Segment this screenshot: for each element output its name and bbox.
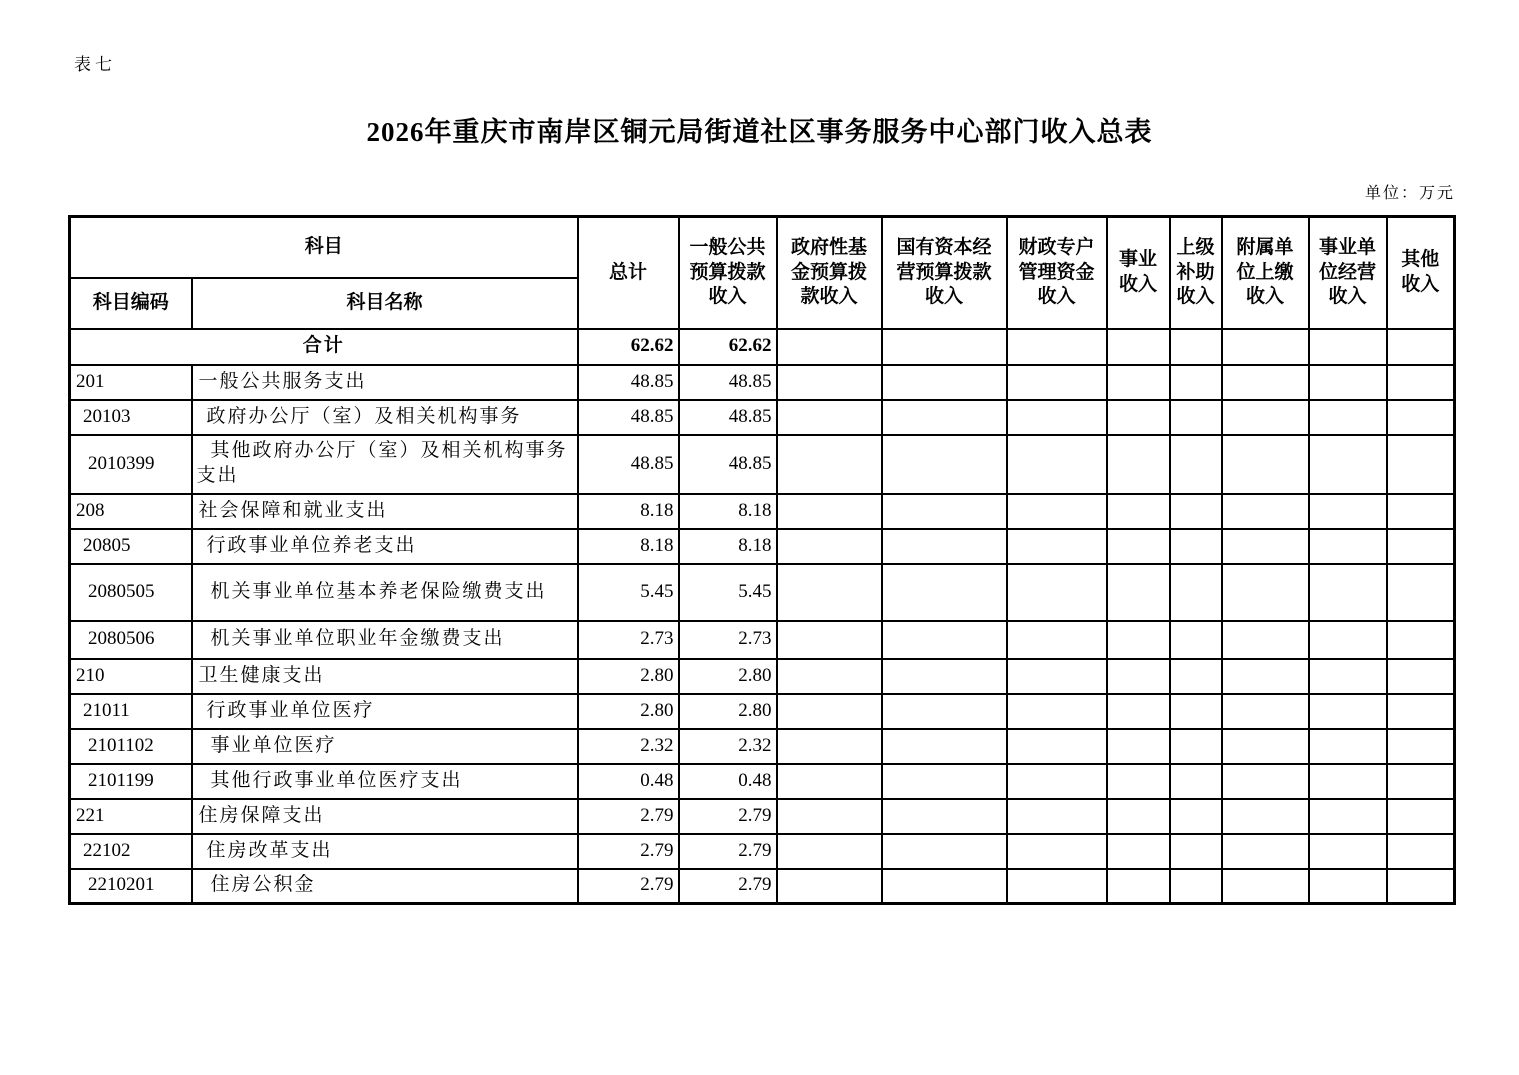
value-cell [1170, 659, 1222, 694]
table-row [70, 694, 1455, 729]
value-cell [1170, 834, 1222, 869]
value-cell [1222, 365, 1309, 400]
value-cell: 2.73 [578, 621, 679, 659]
income-summary-table [68, 215, 1456, 905]
header-col-total: 总计 [578, 217, 679, 329]
value-cell [1007, 834, 1107, 869]
value-cell [1309, 834, 1387, 869]
header-col-affiliate-remit: 附属单位上缴收入 [1222, 217, 1309, 329]
value-cell [1170, 764, 1222, 799]
value-cell [1107, 564, 1170, 621]
value-cell [1309, 799, 1387, 834]
value-cell: 8.18 [679, 494, 777, 529]
value-cell: 5.45 [578, 564, 679, 621]
subject-name-cell: 行政事业单位医疗 [192, 694, 578, 729]
subject-name-cell: 政府办公厅（室）及相关机构事务 [192, 400, 578, 435]
value-cell: 2.80 [679, 694, 777, 729]
value-cell [1107, 529, 1170, 564]
value-cell [1387, 799, 1455, 834]
total-row [70, 329, 1455, 365]
value-cell [1222, 529, 1309, 564]
value-cell [1387, 329, 1455, 365]
value-cell [882, 494, 1007, 529]
table-row [70, 869, 1455, 904]
table-row [70, 764, 1455, 799]
value-cell [1222, 435, 1309, 494]
value-cell: 48.85 [679, 400, 777, 435]
value-cell [1387, 869, 1455, 904]
value-cell: 2.80 [578, 659, 679, 694]
value-cell [1107, 435, 1170, 494]
subject-code-cell: 2101199 [70, 764, 192, 799]
value-cell: 2.73 [679, 621, 777, 659]
value-cell [777, 869, 882, 904]
value-cell [1107, 329, 1170, 365]
subject-code-cell: 20103 [70, 400, 192, 435]
value-cell [1222, 659, 1309, 694]
header-col-gov-fund: 政府性基金预算拨款收入 [777, 217, 882, 329]
value-cell [1107, 729, 1170, 764]
header-subject-code: 科目编码 [70, 278, 192, 329]
table-row [70, 529, 1455, 564]
value-cell [882, 435, 1007, 494]
value-cell [1222, 694, 1309, 729]
value-cell: 48.85 [578, 365, 679, 400]
value-cell [1007, 529, 1107, 564]
value-cell [1170, 529, 1222, 564]
value-cell [1007, 869, 1107, 904]
value-cell: 48.85 [578, 400, 679, 435]
value-cell [1222, 400, 1309, 435]
subject-name-cell: 一般公共服务支出 [192, 365, 578, 400]
value-cell [1007, 494, 1107, 529]
value-cell [1107, 694, 1170, 729]
value-cell [1222, 329, 1309, 365]
value-cell [1387, 435, 1455, 494]
value-cell [1309, 869, 1387, 904]
value-cell [1170, 564, 1222, 621]
value-cell [882, 529, 1007, 564]
value-cell [1007, 435, 1107, 494]
value-cell: 48.85 [679, 435, 777, 494]
subject-code-cell: 2080505 [70, 564, 192, 621]
value-cell [1387, 564, 1455, 621]
value-cell [1007, 621, 1107, 659]
value-cell [1222, 729, 1309, 764]
value-cell [1007, 729, 1107, 764]
value-cell [1309, 529, 1387, 564]
table-row [70, 729, 1455, 764]
value-cell [1387, 729, 1455, 764]
value-cell: 62.62 [679, 329, 777, 365]
subject-code-cell: 20805 [70, 529, 192, 564]
value-cell: 2.32 [679, 729, 777, 764]
value-cell [1309, 494, 1387, 529]
table-row [70, 494, 1455, 529]
value-cell [1170, 435, 1222, 494]
value-cell: 8.18 [578, 494, 679, 529]
subject-name-cell: 住房公积金 [192, 869, 578, 904]
value-cell [777, 621, 882, 659]
subject-name-cell: 机关事业单位职业年金缴费支出 [192, 621, 578, 659]
value-cell [1107, 799, 1170, 834]
value-cell: 5.45 [679, 564, 777, 621]
value-cell [1309, 400, 1387, 435]
value-cell [777, 694, 882, 729]
subject-code-cell: 208 [70, 494, 192, 529]
table-row [70, 435, 1455, 494]
value-cell [882, 564, 1007, 621]
value-cell [1170, 729, 1222, 764]
header-col-state-capital: 国有资本经营预算拨款收入 [882, 217, 1007, 329]
value-cell [777, 329, 882, 365]
value-cell [777, 529, 882, 564]
value-cell: 2.32 [578, 729, 679, 764]
value-cell: 0.48 [578, 764, 679, 799]
value-cell [1387, 694, 1455, 729]
header-subject: 科目 [70, 217, 578, 278]
value-cell [1387, 365, 1455, 400]
header-subject-name: 科目名称 [192, 278, 578, 329]
value-cell [777, 564, 882, 621]
value-cell: 0.48 [679, 764, 777, 799]
value-cell: 8.18 [578, 529, 679, 564]
header-col-business-income: 事业收入 [1107, 217, 1170, 329]
value-cell [1007, 365, 1107, 400]
value-cell [1309, 694, 1387, 729]
value-cell [1170, 400, 1222, 435]
value-cell [1107, 834, 1170, 869]
value-cell [1387, 834, 1455, 869]
header-row-1 [70, 217, 1455, 278]
value-cell [1222, 834, 1309, 869]
table-row [70, 659, 1455, 694]
unit-note: 单位：万元 [1364, 185, 1455, 202]
value-cell [1309, 435, 1387, 494]
value-cell [777, 764, 882, 799]
value-cell [777, 799, 882, 834]
value-cell [1007, 659, 1107, 694]
subject-code-cell: 21011 [70, 694, 192, 729]
subject-name-cell: 住房改革支出 [192, 834, 578, 869]
value-cell [1170, 799, 1222, 834]
total-label-cell: 合计 [70, 329, 578, 365]
subject-name-cell: 其他行政事业单位医疗支出 [192, 764, 578, 799]
value-cell [1170, 869, 1222, 904]
value-cell [1222, 494, 1309, 529]
table-row [70, 365, 1455, 400]
subject-code-cell: 2080506 [70, 621, 192, 659]
value-cell [1309, 659, 1387, 694]
table-row [70, 799, 1455, 834]
value-cell [882, 365, 1007, 400]
value-cell [1007, 329, 1107, 365]
header-col-fiscal-account: 财政专户管理资金收入 [1007, 217, 1107, 329]
value-cell [1107, 869, 1170, 904]
value-cell [777, 834, 882, 869]
value-cell [1007, 764, 1107, 799]
value-cell [1222, 869, 1309, 904]
header-col-operating-income: 事业单位经营收入 [1309, 217, 1387, 329]
value-cell [882, 869, 1007, 904]
subject-code-cell: 2101102 [70, 729, 192, 764]
header-col-general-budget: 一般公共预算拨款收入 [679, 217, 777, 329]
subject-code-cell: 2010399 [70, 435, 192, 494]
header-col-superior-subsidy: 上级补助收入 [1170, 217, 1222, 329]
value-cell: 2.79 [679, 799, 777, 834]
subject-name-cell: 事业单位医疗 [192, 729, 578, 764]
value-cell [777, 659, 882, 694]
subject-name-cell: 行政事业单位养老支出 [192, 529, 578, 564]
value-cell [777, 435, 882, 494]
value-cell [1387, 764, 1455, 799]
value-cell [1222, 764, 1309, 799]
value-cell [1309, 729, 1387, 764]
value-cell [882, 659, 1007, 694]
value-cell [1107, 365, 1170, 400]
subject-code-cell: 210 [70, 659, 192, 694]
value-cell [882, 329, 1007, 365]
value-cell: 2.79 [679, 834, 777, 869]
value-cell [882, 764, 1007, 799]
subject-code-cell: 22102 [70, 834, 192, 869]
table-row [70, 834, 1455, 869]
value-cell [1107, 400, 1170, 435]
value-cell [1107, 621, 1170, 659]
value-cell [1222, 564, 1309, 621]
value-cell [1107, 659, 1170, 694]
value-cell [777, 494, 882, 529]
value-cell [1387, 494, 1455, 529]
value-cell [882, 834, 1007, 869]
value-cell [1170, 694, 1222, 729]
value-cell [1007, 694, 1107, 729]
value-cell: 2.80 [578, 694, 679, 729]
subject-name-cell: 社会保障和就业支出 [192, 494, 578, 529]
header-col-other-income: 其他收入 [1387, 217, 1455, 329]
value-cell [1107, 494, 1170, 529]
subject-code-cell: 2210201 [70, 869, 192, 904]
value-cell [1387, 621, 1455, 659]
table-row [70, 621, 1455, 659]
subject-code-cell: 221 [70, 799, 192, 834]
table-row [70, 400, 1455, 435]
value-cell [882, 694, 1007, 729]
value-cell [1170, 365, 1222, 400]
value-cell [1170, 494, 1222, 529]
value-cell [1309, 365, 1387, 400]
value-cell [882, 799, 1007, 834]
table-row [70, 564, 1455, 621]
value-cell: 2.80 [679, 659, 777, 694]
value-cell: 62.62 [578, 329, 679, 365]
value-cell [1170, 329, 1222, 365]
sheet-label: 表七 [74, 55, 116, 74]
value-cell: 48.85 [679, 365, 777, 400]
value-cell [1170, 621, 1222, 659]
value-cell: 2.79 [679, 869, 777, 904]
value-cell [882, 400, 1007, 435]
value-cell [1222, 621, 1309, 659]
value-cell [1387, 529, 1455, 564]
value-cell: 2.79 [578, 834, 679, 869]
value-cell [1387, 659, 1455, 694]
value-cell [882, 729, 1007, 764]
subject-name-cell: 卫生健康支出 [192, 659, 578, 694]
value-cell [777, 365, 882, 400]
value-cell [1007, 400, 1107, 435]
value-cell [777, 729, 882, 764]
value-cell [1007, 564, 1107, 621]
value-cell [777, 400, 882, 435]
value-cell [1007, 799, 1107, 834]
value-cell [1107, 764, 1170, 799]
value-cell [1309, 621, 1387, 659]
subject-name-cell: 住房保障支出 [192, 799, 578, 834]
value-cell [1309, 329, 1387, 365]
value-cell: 48.85 [578, 435, 679, 494]
value-cell [1309, 564, 1387, 621]
value-cell: 8.18 [679, 529, 777, 564]
value-cell [1309, 764, 1387, 799]
subject-code-cell: 201 [70, 365, 192, 400]
value-cell: 2.79 [578, 799, 679, 834]
value-cell [1222, 799, 1309, 834]
subject-name-cell: 机关事业单位基本养老保险缴费支出 [192, 564, 578, 621]
value-cell: 2.79 [578, 869, 679, 904]
value-cell [882, 621, 1007, 659]
page-title: 2026年重庆市南岸区铜元局街道社区事务服务中心部门收入总表 [366, 117, 1153, 147]
value-cell [1387, 400, 1455, 435]
subject-name-cell: 其他政府办公厅（室）及相关机构事务支出 [192, 435, 578, 494]
